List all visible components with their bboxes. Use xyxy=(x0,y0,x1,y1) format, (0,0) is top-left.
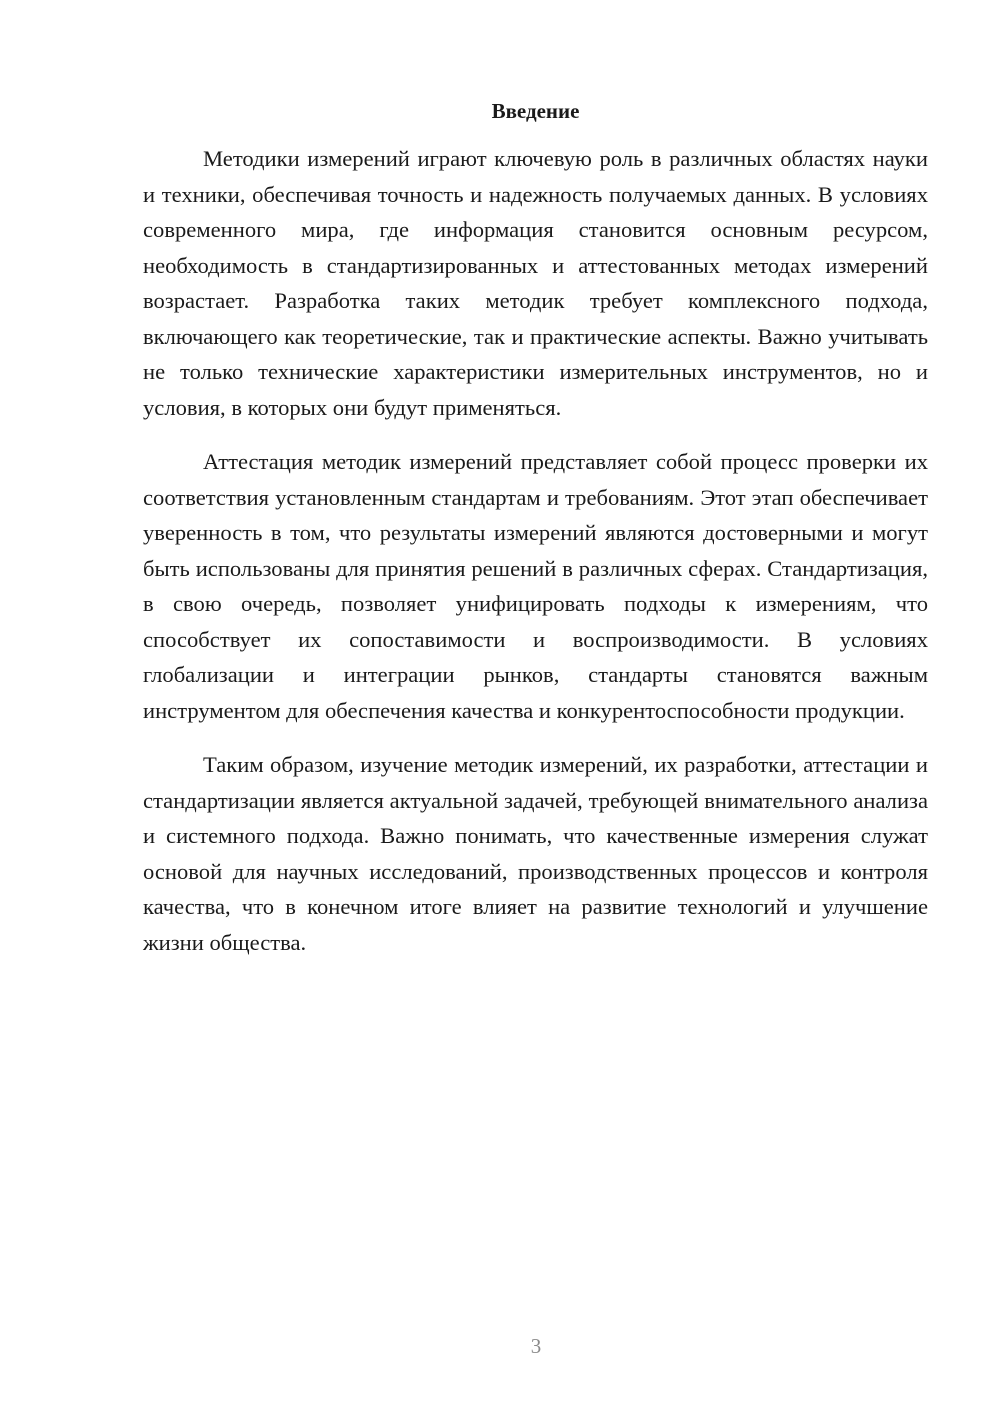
paragraph-3: Таким образом, изучение методик измерений, их разработки, аттестации и стандартизации является актуальной задачей, требующей внимательного анализа и системного подхода. Важно понимать, что качественные измерения служат основой для научных исследований, производственных процессов и контроля качества, что в конечном итоге влияет на развитие технологий и улучшение жизни общества. xyxy=(143,752,928,955)
section-heading: Введение xyxy=(491,99,580,123)
paragraph-2: Аттестация методик измерений представляет собой процесс проверки их соответствия установленным стандартам и требованиям. Этот этап обеспечивает уверенность в том, что результаты измерений являются достоверными и могут быть использованы для принятия решений в различных сферах. Стандартизация, в свою очередь, позволяет унифицировать подходы к измерениям, что способствует их сопоставимости и воспроизводимости. В условиях глобализации и интеграции рынков, стандарты становятся важным инструментом для обеспечения качества и конкурентоспособности продукции. xyxy=(143,449,928,723)
body-text xyxy=(143,141,928,979)
page-number: 3 xyxy=(530,1334,542,1358)
paragraph-1: Методики измерений играют ключевую роль в различных областях науки и техники, обеспечивая точность и надежность получаемых данных. В условиях современного мира, где информация становится основным ресурсом, необходимость в стандартизированных и аттестованных методах измерений возрастает. Разработка таких методик требует комплексного подхода, включающего как теоретические, так и практические аспекты. Важно учитывать не только технические характеристики измерительных инструментов, но и условия, в которых они будут применяться. xyxy=(143,146,928,420)
